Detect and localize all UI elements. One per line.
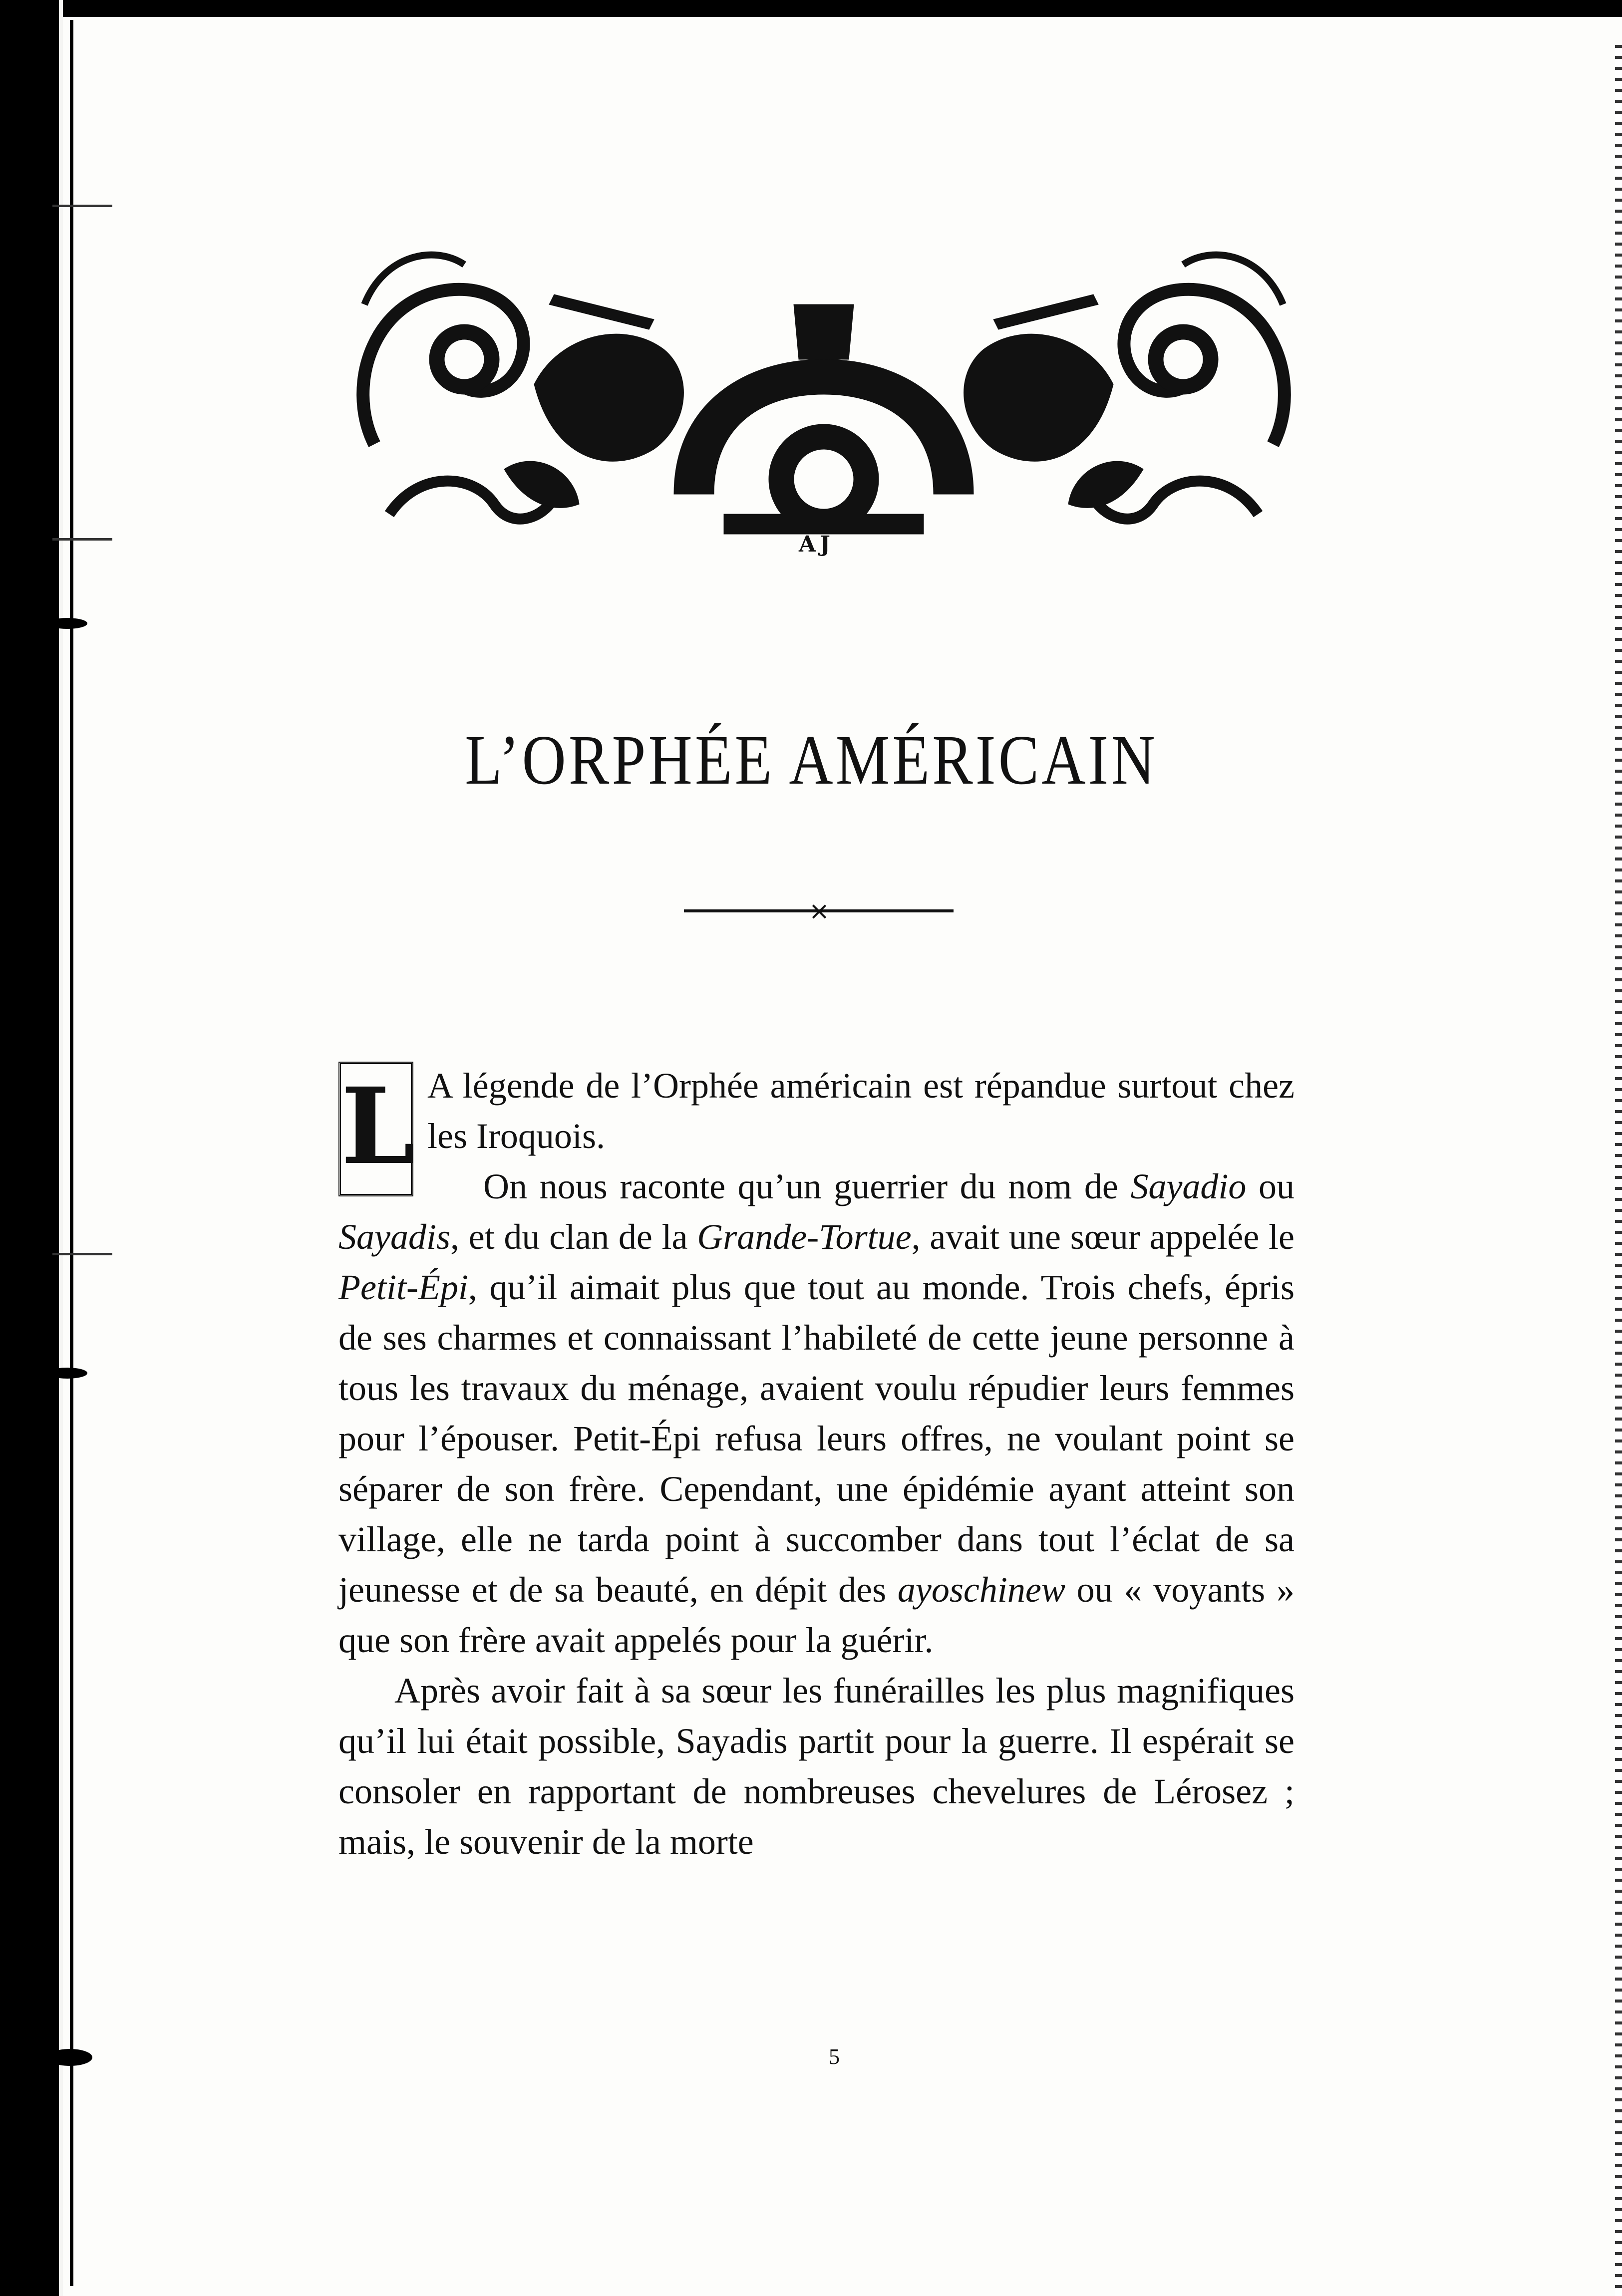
page-mark: 5 (829, 2044, 840, 2069)
paragraph-3: Après avoir fait à sa sœur les funérailles les plus magnifiques qu’il lui était possible, Sayadis partit pour la guerre. Il espérait se consoler en rapportant de nombreuses chevelures de Lérosez ; mais, le souvenir de la morte (338, 1671, 1295, 1862)
engraver-signature: AJ (799, 532, 834, 557)
binding-tick (52, 538, 112, 541)
binding-mark (47, 2049, 92, 2066)
body-text (338, 1061, 1295, 1867)
binding-mark (47, 618, 87, 629)
scan-border-right (1615, 45, 1622, 2296)
headpiece-engraving (344, 235, 1303, 559)
binding-tick (52, 205, 112, 207)
page-title: L’ORPHÉE AMÉRICAIN (465, 720, 1158, 799)
ornamental-headpiece (344, 235, 1303, 559)
scan-border-top (0, 0, 1622, 17)
binding-mark (47, 1368, 87, 1379)
drop-cap-initial: L (338, 1062, 413, 1196)
binding-rule (70, 20, 73, 2286)
divider-ornament: × (809, 896, 830, 925)
page-edge (59, 0, 63, 2296)
paragraph-2: On nous raconte qu’un guerrier du nom de Sayadio ou Sayadis, et du clan de la Grande-Tortue, avait une sœur appelée le Petit-Épi, qu’il aimait plus que tout au monde. Trois chefs, épris de ses charmes et connaissant l’habileté de cette jeune personne à tous les travaux du ménage, avaient voulu répudier leurs femmes pour l’épouser. Petit-Épi refusa leurs offres, ne voulant point se séparer de son frère. Cependant, une épidémie ayant atteint son village, elle ne tarda point à succomber dans tout l’éclat de sa jeunesse et de sa beauté, en dépit des ayoschinew ou « voyants » que son frère avait appelés pour la guérir. (338, 1166, 1295, 1660)
binding-tick (52, 1253, 112, 1255)
paragraph-1: L A légende de l’Orphée américain est répandue surtout chez les Iroquois. (338, 1061, 1295, 1161)
scan-border-left (0, 0, 59, 2296)
